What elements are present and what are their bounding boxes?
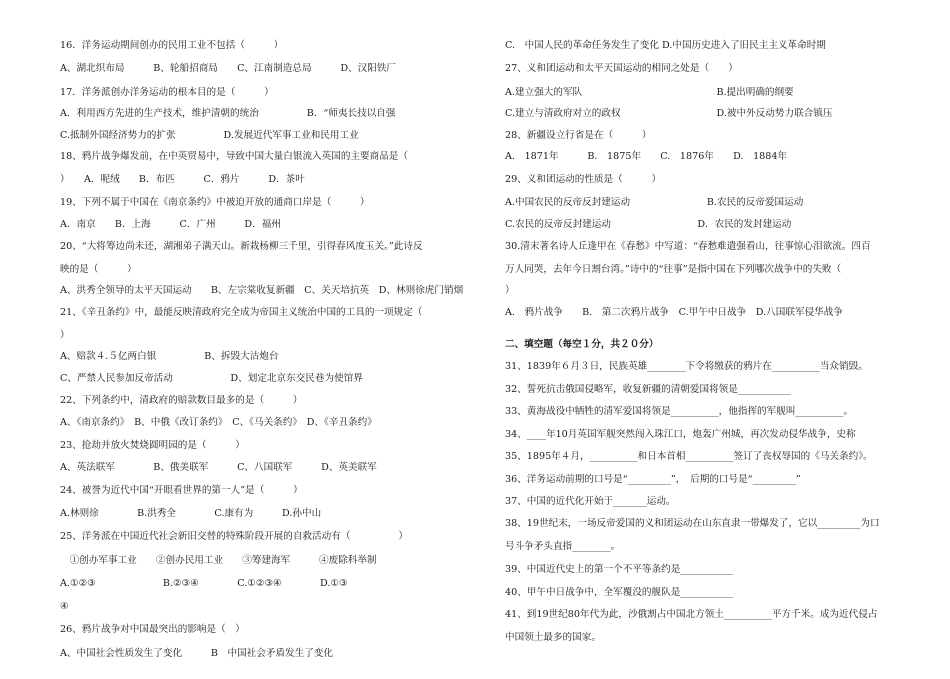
right-line-6: 29、义和团运动的性质是（ ） [505, 174, 662, 185]
right-line-21: 38、19世纪末，一场反帝爱国的义和团运动在山东直隶一带爆发了，它以_________为口 [505, 518, 880, 529]
left-line-2: 17．洋务派创办洋务运动的根本目的是（ ） [60, 87, 274, 98]
left-line-10: 映的是（ ） [60, 264, 137, 275]
left-line-14: A、赔款４.５亿两白银 B、拆毁大沽炮台 [60, 351, 279, 362]
right-line-24: 40、甲午中日战争中，全军覆没的舰队是___________ [505, 587, 734, 598]
left-line-11: A、洪秀全领导的太平天国运动 B、左宗棠收复新疆 C、关天培抗英 D、林则徐虎门销烟 [60, 285, 464, 296]
right-line-22: 号斗争矛头直指________。 [505, 541, 621, 552]
left-line-24: A.①②③ B.②③④ C.①②③④ D.①③ [60, 578, 348, 589]
right-line-12: A. 鸦片战争 B. 第二次鸦片战争 C.甲午中日战争 D.八国联军侵华战争 [505, 307, 843, 318]
left-line-13: ） [60, 330, 70, 341]
right-line-1: 27、义和团运动和太平天国运动的相同之处是（ ） [505, 63, 738, 74]
left-line-16: 22、下列条约中，清政府的赔款数目最多的是（ ） [60, 395, 303, 406]
left-line-27: A、中国社会性质发生了变化 B 中国社会矛盾发生了变化 [60, 648, 334, 659]
left-line-17: A、《南京条约》 B、中俄《改订条约》 C、《马关条约》 D、《辛丑条约》 [60, 417, 377, 428]
left-line-19: A、英法联军 B、俄美联军 C、八国联军 D、英美联军 [60, 462, 377, 473]
left-line-3: A．利用西方先进的生产技术，维护清朝的统治 B．“师夷长技以自强 [60, 108, 396, 119]
right-line-16: 33、黄海战役中牺牲的清军爱国将领是__________，他指挥的军舰叫__________。 [505, 406, 853, 417]
right-line-26: 中国领土最多的国家。 [505, 632, 601, 643]
right-line-5: A. 1871年 B. 1875年 C. 1876年 D. 1884年 [505, 151, 788, 162]
left-line-21: A.林则徐 B.洪秀全 C.康有为 D.孙中山 [60, 508, 322, 519]
right-line-8: C.农民的反帝反封建运动 D．农民的发封建运动 [505, 219, 792, 230]
left-line-25: ④ [60, 601, 69, 612]
right-line-20: 37、中国的近代化开始于_______运动。 [505, 496, 676, 507]
right-line-14: 31、1839年６月３日，民族英雄________下令将缴获的鸦片在__________当众销毁。 [505, 361, 868, 372]
left-line-4: C.抵制外国经济势力的扩张 D.发展近代军事工业和民用工业 [60, 130, 359, 141]
right-line-7: A.中国农民的反帝反封建运动 B.农民的反帝爱国运动 [505, 197, 804, 208]
left-line-23: ①创办军事工业 ②创办民用工业 ③筹建海军 ④废除科举制 [60, 555, 377, 566]
right-line-17: 34、____年10月英国军舰突然闯入珠江口，炮轰广州城，再次发动侵华战争，史称 [505, 429, 856, 440]
right-line-10: 万人同哭，去年今日割台湾。”诗中的“往事”是指中国在下列哪次战争中的失败（ [505, 264, 842, 275]
right-line-19: 36、洋务运动前期的口号是“_________”， 后期的口号是“_________” [505, 474, 801, 485]
right-line-2: A.建立强大的军队 B.提出明确的纲要 [505, 87, 794, 98]
left-line-7: 19、下列不属于中国在《南京条约》中被迫开放的通商口岸是（ ） [60, 197, 370, 208]
right-line-11: ） [505, 285, 515, 296]
right-line-23: 39、中国近代史上的第一个不平等条约是___________ [505, 564, 734, 575]
left-line-0: 16．洋务运动期间创办的民用工业不包括（ ） [60, 40, 284, 51]
right-line-18: 35、1895年４月，__________和日本首相__________签订了丧权辱国的《马关条约》。 [505, 451, 873, 462]
left-line-22: 25、洋务派在中国近代社会新旧交替的特殊阶段开展的自救活动有（ ） [60, 531, 408, 542]
left-line-6: ） A．呢绒 B．布匹 C．鸦片 D．茶叶 [60, 174, 305, 185]
left-line-18: 23、抢劫并放火焚烧圆明园的是（ ） [60, 440, 245, 451]
left-line-12: 21、《辛丑条约》中，最能反映清政府完全成为帝国主义统治中国的工具的一项规定（ [60, 307, 423, 318]
left-line-8: A．南京 B．上海 C．广州 D．福州 [60, 219, 281, 230]
right-line-3: C.建立与清政府对立的政权 D.被中外反动势力联合镇压 [505, 108, 833, 119]
right-line-15: 32、誓死抗击俄国侵略军，收复新疆的清朝爱国将领是___________ [505, 384, 791, 395]
left-line-15: C、严禁人民参加反帝活动 D、划定北京东交民巷为使馆界 [60, 373, 363, 384]
right-line-0: C. 中国人民的革命任务发生了变化 D.中国历史进入了旧民主主义革命时期 [505, 40, 826, 51]
left-line-5: 18、鸦片战争爆发前，在中英贸易中，导致中国大量白银流入英国的主要商品是（ [60, 151, 408, 162]
right-line-25: 41、到19世纪80年代为此，沙俄割占中国北方领土__________平方千米。成为近代侵占 [505, 609, 878, 620]
right-line-13: 二、填空题（每空１分，共２０分） [505, 339, 659, 350]
left-line-20: 24、被誉为近代中国“开眼看世界的第一人”是（ ） [60, 485, 303, 496]
left-line-26: 26、鸦片战争对中国最突出的影响是（ ） [60, 624, 245, 635]
right-line-4: 28、新疆设立行省是在（ ） [505, 130, 652, 141]
right-line-9: 30.清末著名诗人丘逢甲在《春愁》中写道：“春愁难遣强看山，往事惊心泪欲流。四百 [505, 241, 871, 252]
left-line-1: A、湖北织布局 B、轮船招商局 C、江南制造总局 D、汉阳铁厂 [60, 63, 397, 74]
left-line-9: 20、“大将筹边尚未还，湖湘弟子满天山。新栽杨柳三千里，引得春风度玉关。”此诗反 [60, 241, 423, 252]
